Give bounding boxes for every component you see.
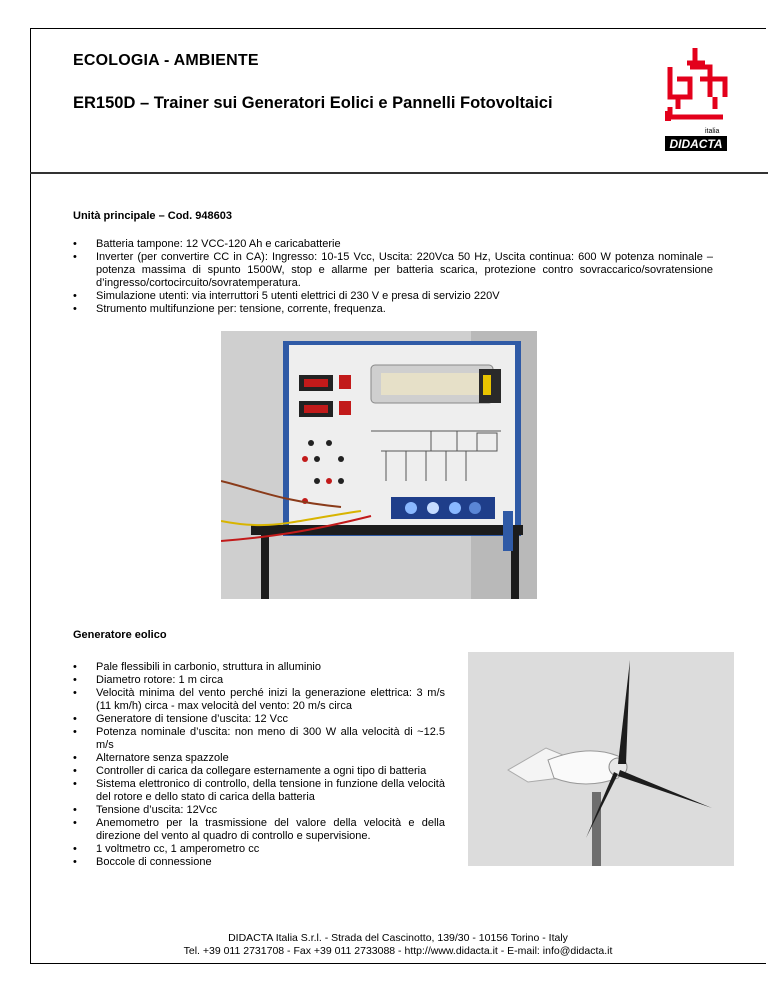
list-item: • Controller di carica da collegare esternamente a ogni tipo di batteria — [73, 765, 445, 778]
main-unit-heading: Unità principale – Cod. 948603 — [73, 210, 232, 222]
section-kicker: ECOLOGIA - AMBIENTE — [73, 52, 259, 69]
list-item: • Potenza nominale d’uscita: non meno di 300 W alla velocità di ~12.5 m/s — [73, 726, 445, 752]
trainer-panel-photo — [221, 331, 537, 599]
list-item: • Diametro rotore: 1 m circa — [73, 674, 445, 687]
main-unit-list — [73, 238, 713, 316]
logo-brand: DIDACTA — [669, 137, 723, 151]
wind-turbine-photo — [468, 652, 734, 866]
list-item: • Strumento multifunzione per: tensione, corrente, frequenza. — [73, 303, 713, 316]
list-item: • Tensione d’uscita: 12Vcc — [73, 804, 445, 817]
logo-small-text: italia — [705, 128, 720, 135]
wind-generator-heading: Generatore eolico — [73, 629, 167, 641]
list-item: • Anemometro per la trasmissione del valore della velocità e della direzione del vento al quadro di controllo e supervisione. — [73, 817, 445, 843]
footer — [30, 932, 766, 958]
list-item: • Batteria tampone: 12 VCC-120 Ah e caricabatterie — [73, 238, 713, 251]
footer-contacts: Tel. +39 011 2731708 - Fax +39 011 2733088 - http://www.didacta.it - E-mail: info@didacta.it — [183, 945, 613, 957]
header-divider — [30, 172, 768, 174]
list-item: • Inverter (per convertire CC in CA): Ingresso: 10-15 Vcc, Uscita: 220Vca 50 Hz, Uscita continua: 600 W potenza nominale – potenza massima di spunto 1500W, stop e allarme per batteria scarica, protezione contro sovraccarico/sovratensione d’ingresso/cortocircuito/sovratemperatura. — [73, 251, 713, 290]
list-item: • Alternatore senza spazzole — [73, 752, 445, 765]
wind-generator-list — [73, 661, 445, 869]
list-item: • Pale flessibili in carbonio, struttura in alluminio — [73, 661, 445, 674]
list-item: • Boccole di connessione — [73, 856, 445, 869]
didacta-logo-icon — [665, 45, 730, 155]
list-item: • Simulazione utenti: via interruttori 5 utenti elettrici di 230 V e presa di servizio 220V — [73, 290, 713, 303]
page-title: ER150D – Trainer sui Generatori Eolici e Pannelli Fotovoltaici — [73, 94, 553, 112]
list-item: • Sistema elettronico di controllo, della tensione in funzione della velocità del rotore e dello stato di carica della batteria — [73, 778, 445, 804]
list-item: • 1 voltmetro cc, 1 amperometro cc — [73, 843, 445, 856]
footer-address: DIDACTA Italia S.r.l. - Strada del Cascinotto, 139/30 - 10156 Torino - Italy — [228, 932, 568, 944]
list-item: • Velocità minima del vento perché inizi la generazione elettrica: 3 m/s (11 km/h) circa - max velocità del vento: 20 m/s circa — [73, 687, 445, 713]
list-item: • Generatore di tensione d’uscita: 12 Vcc — [73, 713, 445, 726]
